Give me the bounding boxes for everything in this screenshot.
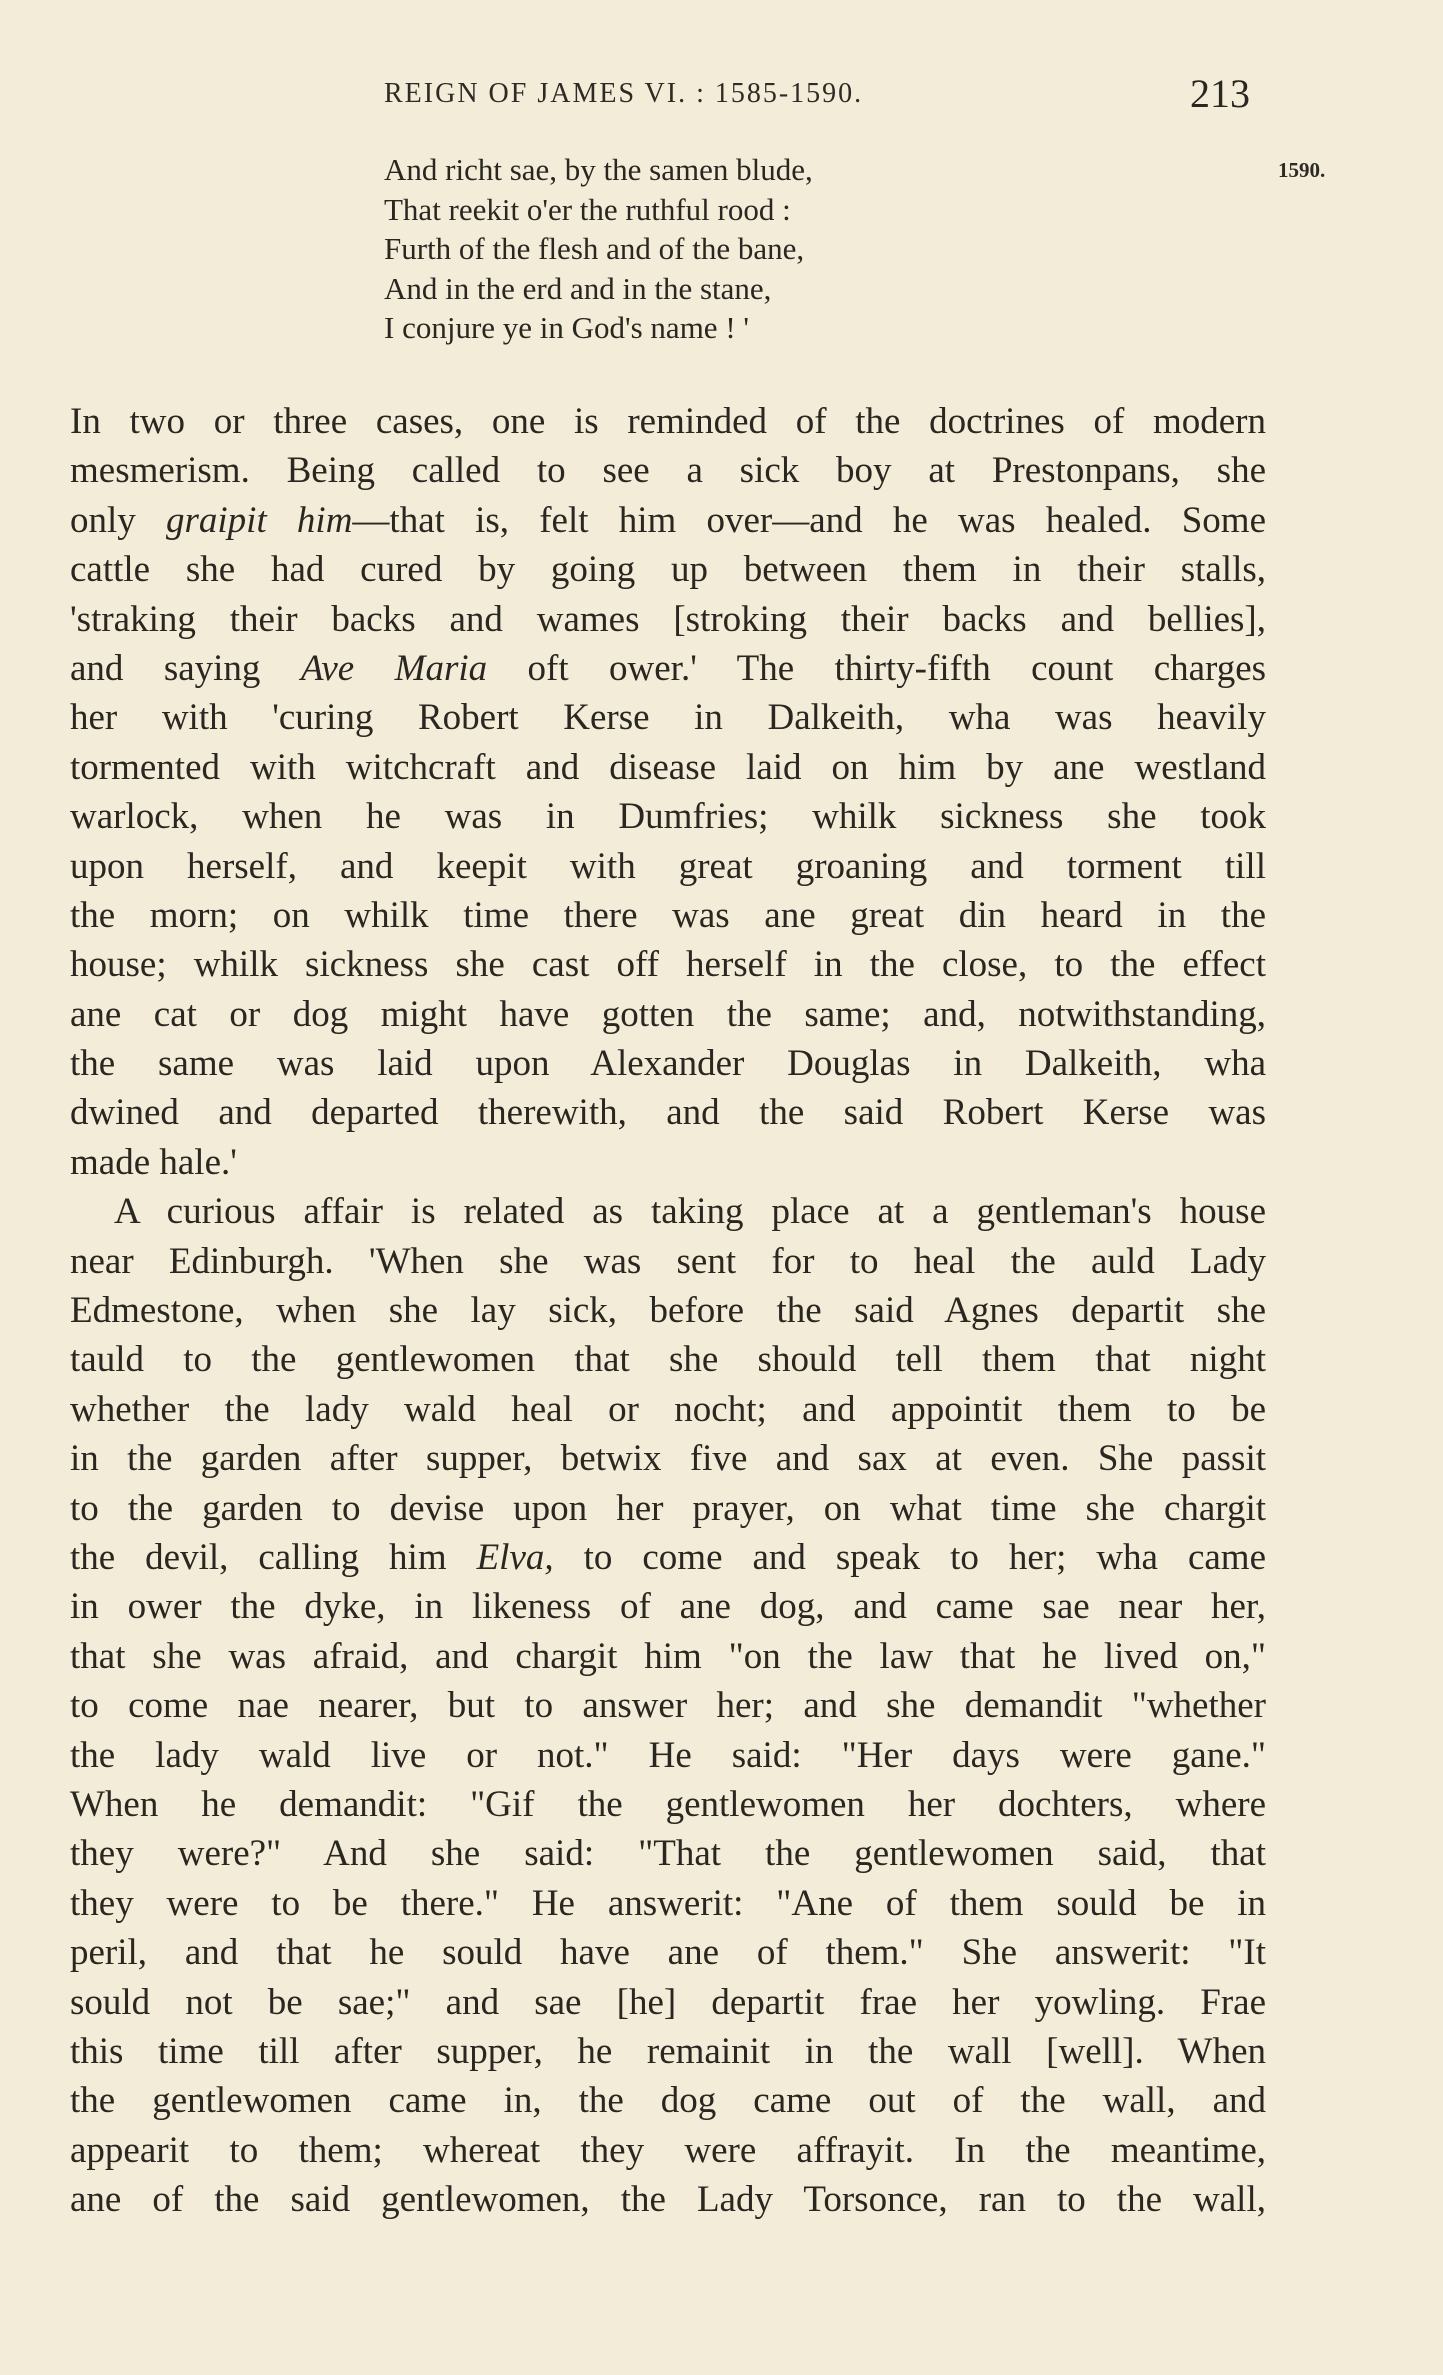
text-line: In two or three cases, one is reminded of the doctrines of modern — [70, 401, 1266, 442]
text-line: mesmerism. Being called to see a sick boy at Prestonpans, she — [70, 450, 1266, 492]
text-run: to come and speak to her; wha came — [553, 1536, 1266, 1578]
text-line: appearit to them; whereat they were affrayit. In the meantime, — [70, 2129, 1266, 2171]
text-run: only — [70, 499, 166, 541]
text-line: tauld to the gentlewomen that she should tell them that night — [70, 1339, 1266, 1381]
text-line: cattle she had cured by going up between them in their stalls, — [70, 549, 1266, 591]
text-line: her with 'curing Robert Kerse in Dalkeith, wha was heavily — [70, 697, 1266, 739]
text-line: that she was afraid, and chargit him "on the law that he lived on," — [70, 1635, 1266, 1677]
text-line: upon herself, and keepit with great groaning and torment till — [70, 845, 1266, 887]
text-line — [70, 1533, 1266, 1582]
text-run: —that is, felt him over—and he was healed. Some — [352, 499, 1266, 541]
margin-date: 1590. — [1278, 158, 1326, 182]
text-line: ane of the said gentlewomen, the Lady Torsonce, ran to the wall, — [70, 2179, 1266, 2221]
text-line: to the garden to devise upon her prayer, on what time she chargit — [70, 1487, 1266, 1529]
text-line: A curious affair is related as taking place at a gentleman's house — [114, 1191, 1266, 1233]
text-line: in ower the dyke, in likeness of ane dog, and came sae near her, — [70, 1586, 1266, 1628]
text-line: the morn; on whilk time there was ane great din heard in the — [70, 894, 1266, 936]
italic-term: Elva, — [476, 1536, 554, 1578]
text-line: When he demandit: "Gif the gentlewomen her dochters, where — [70, 1783, 1266, 1825]
text-line: made hale.' — [70, 1141, 237, 1183]
italic-term: graipit him — [165, 499, 353, 541]
text-line: house; whilk sickness she cast off herself in the close, to the effect — [70, 944, 1266, 986]
text-line: in the garden after supper, betwix five and sax at even. She passit — [70, 1438, 1266, 1480]
verse-line: I conjure ye in God's name ! ' — [384, 310, 749, 345]
text-line: tormented with witchcraft and disease laid on him by ane westland — [70, 746, 1266, 788]
text-line: ane cat or dog might have gotten the same; and, notwithstanding, — [70, 993, 1266, 1035]
page-number: 213 — [1190, 71, 1250, 116]
text-line: they were to be there." He answerit: "Ane of them sould be in — [70, 1882, 1266, 1924]
text-line — [70, 496, 1266, 545]
running-head: REIGN OF JAMES VI. : 1585-1590. — [384, 78, 864, 109]
verse-block — [384, 150, 813, 348]
text-line: they were?" And she said: "That the gentlewomen said, that — [70, 1833, 1266, 1875]
body-text — [70, 397, 1266, 2224]
text-line: near Edinburgh. 'When she was sent for to heal the auld Lady — [70, 1240, 1266, 1282]
text-line: the lady wald live or not." He said: "Her days were gane." — [70, 1734, 1266, 1776]
text-line: 'straking their backs and wames [stroking their backs and bellies], — [70, 598, 1266, 640]
text-run: and saying — [70, 647, 301, 689]
italic-term: Ave Maria — [300, 647, 488, 689]
text-line: Edmestone, when she lay sick, before the said Agnes departit she — [70, 1290, 1266, 1332]
text-line: warlock, when he was in Dumfries; whilk sickness she took — [70, 796, 1266, 838]
text-line: dwined and departed therewith, and the said Robert Kerse was — [70, 1092, 1266, 1134]
verse-line: That reekit o'er the ruthful rood : — [384, 191, 791, 227]
text-line: the gentlewomen came in, the dog came out of the wall, and — [70, 2080, 1266, 2122]
text-line: whether the lady wald heal or nocht; and appointit them to be — [70, 1388, 1266, 1430]
text-line: sould not be sae;" and sae [he] departit frae her yowling. Frae — [70, 1981, 1266, 2023]
text-line: this time till after supper, he remainit in the wall [well]. When — [70, 2030, 1266, 2072]
text-run: oft ower.' The thirty-fifth count charges — [487, 647, 1267, 689]
text-line — [70, 644, 1266, 693]
verse-line: And in the erd and in the stane, — [384, 270, 772, 306]
text-run: the devil, calling him — [70, 1536, 477, 1578]
text-line: peril, and that he sould have ane of them." She answerit: "It — [70, 1932, 1266, 1974]
text-line: the same was laid upon Alexander Douglas in Dalkeith, wha — [70, 1043, 1266, 1085]
text-line: to come nae nearer, but to answer her; and she demandit "whether — [70, 1685, 1266, 1727]
verse-line: And richt sae, by the samen blude, — [384, 152, 813, 187]
verse-line: Furth of the flesh and of the bane, — [384, 231, 805, 266]
